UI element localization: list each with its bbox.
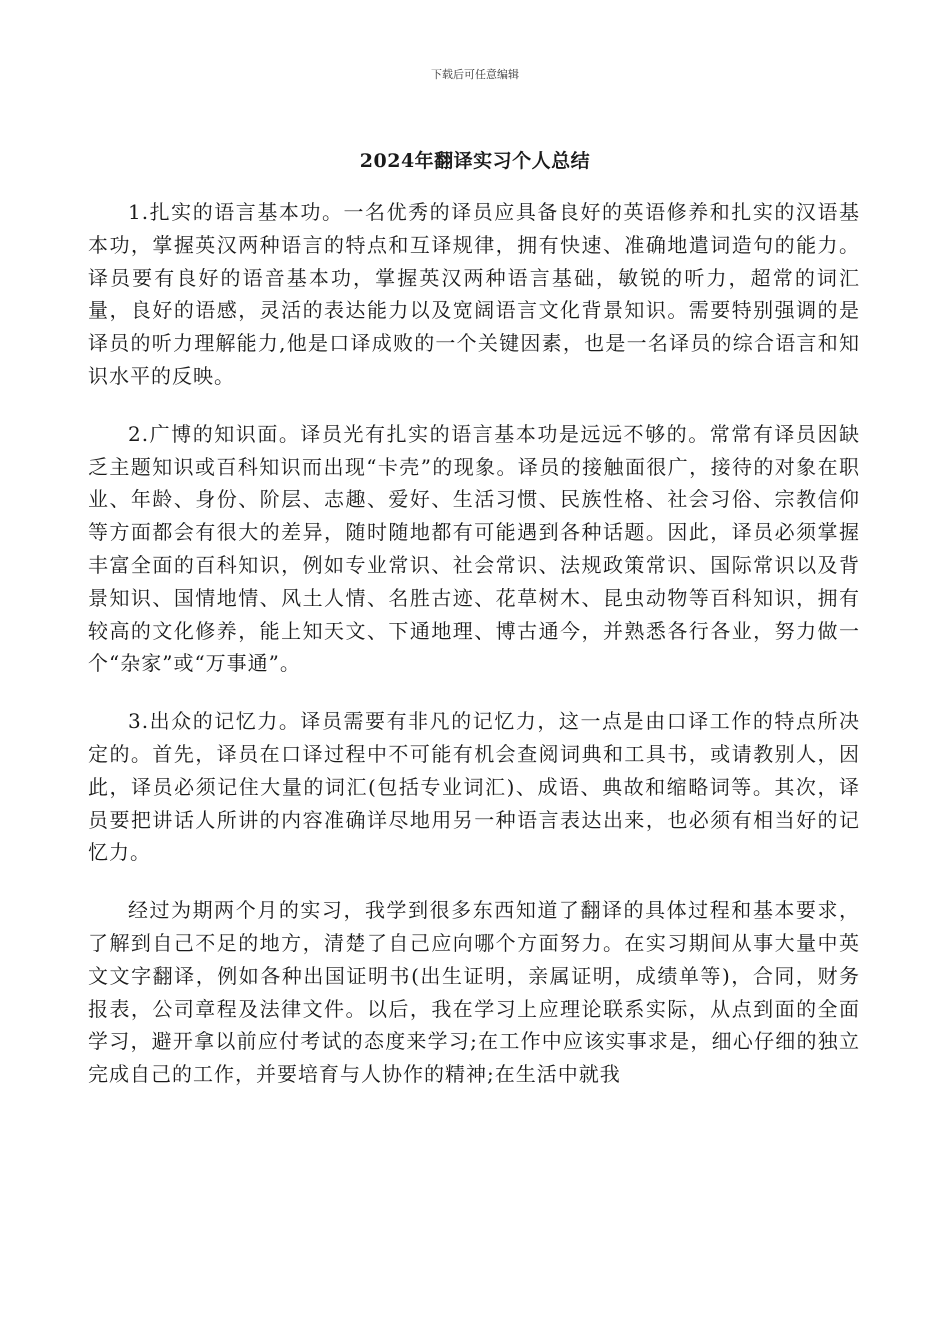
document-title: 2024年翻译实习个人总结 [359,150,591,172]
paragraph-memory: 3.出众的记忆力。译员需要有非凡的记忆力，这一点是由口译工作的特点所决定的。首先，译员在口译过程中不可能有机会查阅词典和工具书，或请教别人，因此，译员必须记住大量的词汇(包括专业词汇)、成语、典故和缩略词等。其次，译员要把讲话人所讲的内容准确详尽地用另一种语言表达出来，也必须有相当好的记忆力。 [88,709,860,865]
header-note: 下载后可任意编辑 [431,68,519,81]
paragraph-knowledge-breadth: 2.广博的知识面。译员光有扎实的语言基本功是远远不够的。常常有译员因缺乏主题知识或百科知识而出现“卡壳”的现象。译员的接触面很广，接待的对象在职业、年龄、身份、阶层、志趣、爱好、生活习惯、民族性格、社会习俗、宗教信仰等方面都会有很大的差异，随时随地都有可能遇到各种话题。因此，译员必须掌握丰富全面的百科知识，例如专业常识、社会常识、法规政策常识、国际常识以及背景知识、国情地情、风土人情、名胜古迹、花草树木、昆虫动物等百科知识，拥有较高的文化修养，能上知天文、下通地理、博古通今，并熟悉各行各业，努力做一个“杂家”或“万事通”。 [88,421,860,676]
paragraph-internship-summary: 经过为期两个月的实习，我学到很多东西知道了翻译的具体过程和基本要求，了解到自己不足的地方，清楚了自己应向哪个方面努力。在实习期间从事大量中英文文字翻译，例如各种出国证明书(出生证明，亲属证明，成绩单等)，合同，财务报表，公司章程及法律文件。以后，我在学习上应理论联系实际，从点到面的全面学习，避开拿以前应付考试的态度来学习;在工作中应该实事求是，细心仔细的独立完成自己的工作，并要培育与人协作的精神;在生活中就我 [88,898,860,1087]
paragraph-language-skills: 1.扎实的语言基本功。一名优秀的译员应具备良好的英语修养和扎实的汉语基本功，掌握英汉两种语言的特点和互译规律，拥有快速、准确地遣词造句的能力。译员要有良好的语音基本功，掌握英汉两种语言基础，敏锐的听力，超常的词汇量，良好的语感，灵活的表达能力以及宽阔语言文化背景知识。需要特别强调的是译员的听力理解能力,他是口译成败的一个关键因素，也是一名译员的综合语言和知识水平的反映。 [88,200,860,388]
document-body [88,196,860,1116]
